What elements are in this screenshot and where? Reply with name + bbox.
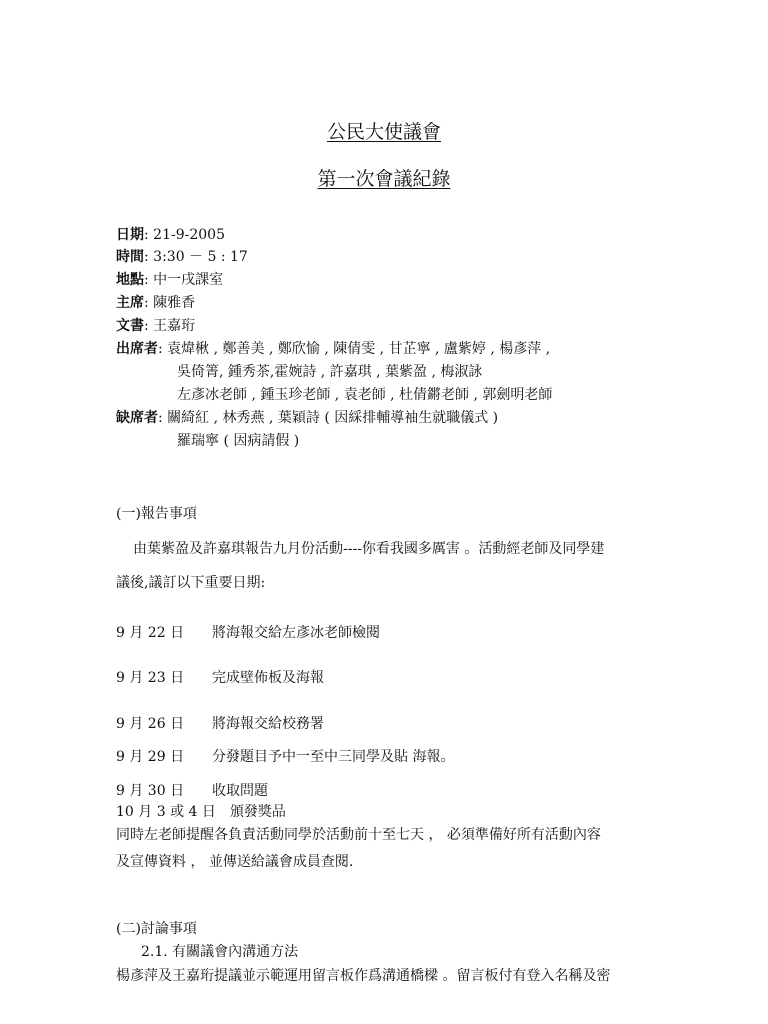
section2-heading: (二)討論事項 — [116, 921, 197, 937]
meta-attendees — [116, 340, 550, 358]
section1-para-line-2: 議後,議訂以下重要日期: — [116, 575, 266, 591]
schedule-date: 9 月 23 日 — [116, 670, 185, 686]
schedule-item: 將海報交給校務署 — [212, 716, 324, 732]
section1-heading: (一)報告事項 — [116, 506, 197, 522]
document-subtitle: 第一次會議紀錄 — [317, 168, 451, 190]
schedule-item: 收取問題 — [212, 783, 268, 799]
place-value: : 中一戌課室 — [144, 272, 224, 288]
section2-subheading: 2.1. 有關議會內溝通方法 — [141, 944, 299, 960]
chair-label: 主席 — [116, 295, 144, 311]
schedule-item: 完成壁佈板及海報 — [212, 670, 324, 686]
time-label: 時間 — [116, 249, 144, 265]
attendees-line-2: 吳倚箐, 鍾秀茶,霍婉詩 , 許嘉琪 , 葉紫盈 , 梅淑詠 — [177, 364, 483, 380]
schedule-row — [116, 746, 454, 766]
secretary-value: : 王嘉珩 — [144, 318, 196, 334]
schedule-date: 9 月 29 日 — [116, 749, 185, 765]
schedule-row — [116, 622, 380, 642]
meta-absent — [116, 409, 498, 427]
place-label: 地點 — [116, 272, 144, 288]
absent-line-2: 羅瑞寧 ( 因病請假 ) — [177, 433, 300, 449]
schedule-date: 9 月 22 日 — [116, 625, 185, 641]
attendees-label: 出席者 — [116, 341, 158, 357]
section2-para-line-1: 楊彥萍及王嘉珩提議並示範運用留言板作爲溝通橋樑 。留言板付有登入名稱及密 — [116, 968, 611, 984]
schedule-row — [116, 667, 324, 687]
schedule-row — [116, 713, 324, 733]
schedule-item: 將海報交給左彥冰老師檢閱 — [212, 625, 380, 641]
secretary-label: 文書 — [116, 318, 144, 334]
attendees-line-3: 左彥冰老師 , 鍾玉珍老師 , 袁老師 , 杜倩鏘老師 , 郭劍明老師 — [177, 387, 553, 403]
date-value: : 21-9-2005 — [144, 227, 225, 243]
date-label: 日期 — [116, 227, 144, 243]
meta-time — [116, 248, 248, 266]
meta-secretary — [116, 317, 195, 335]
time-value: : 3:30 － 5 : 17 — [144, 249, 248, 265]
absent-line-1: : 關綺紅 , 林秀燕 , 葉穎詩 ( 因綵排輔導袖生就職儀式 ) — [158, 410, 499, 426]
meta-place — [116, 271, 223, 289]
october-line: 10 月 3 或 4 日 頒發獎品 — [116, 804, 286, 820]
absent-label: 缺席者 — [116, 410, 158, 426]
section1-para-line-1: 由葉紫盈及許嘉琪報告九月份活動----你看我國多厲害 。活動經老師及同學建 — [133, 541, 605, 557]
meta-date — [116, 226, 225, 244]
schedule-row — [116, 780, 268, 800]
reminder-line-1: 同時左老師提醒各負責活動同學於活動前十至七天 ， 必須準備好所有活動內容 — [116, 827, 601, 843]
document-title: 公民大使議會 — [326, 121, 441, 143]
meta-chair — [116, 294, 195, 312]
chair-value: : 陳雅香 — [144, 295, 196, 311]
schedule-item: 分發題目予中一至中三同學及貼 海報。 — [212, 749, 455, 765]
reminder-line-2: 及宣傳資料 ， 並傳送給議會成員查閱. — [116, 854, 354, 870]
schedule-date: 9 月 26 日 — [116, 716, 185, 732]
attendees-line-1: : 袁煒楸 , 鄭善美 , 鄭欣愉 , 陳倩雯 , 甘芷寧 , 盧紫婷 , 楊彥萍 , — [158, 341, 551, 357]
schedule-date: 9 月 30 日 — [116, 783, 185, 799]
